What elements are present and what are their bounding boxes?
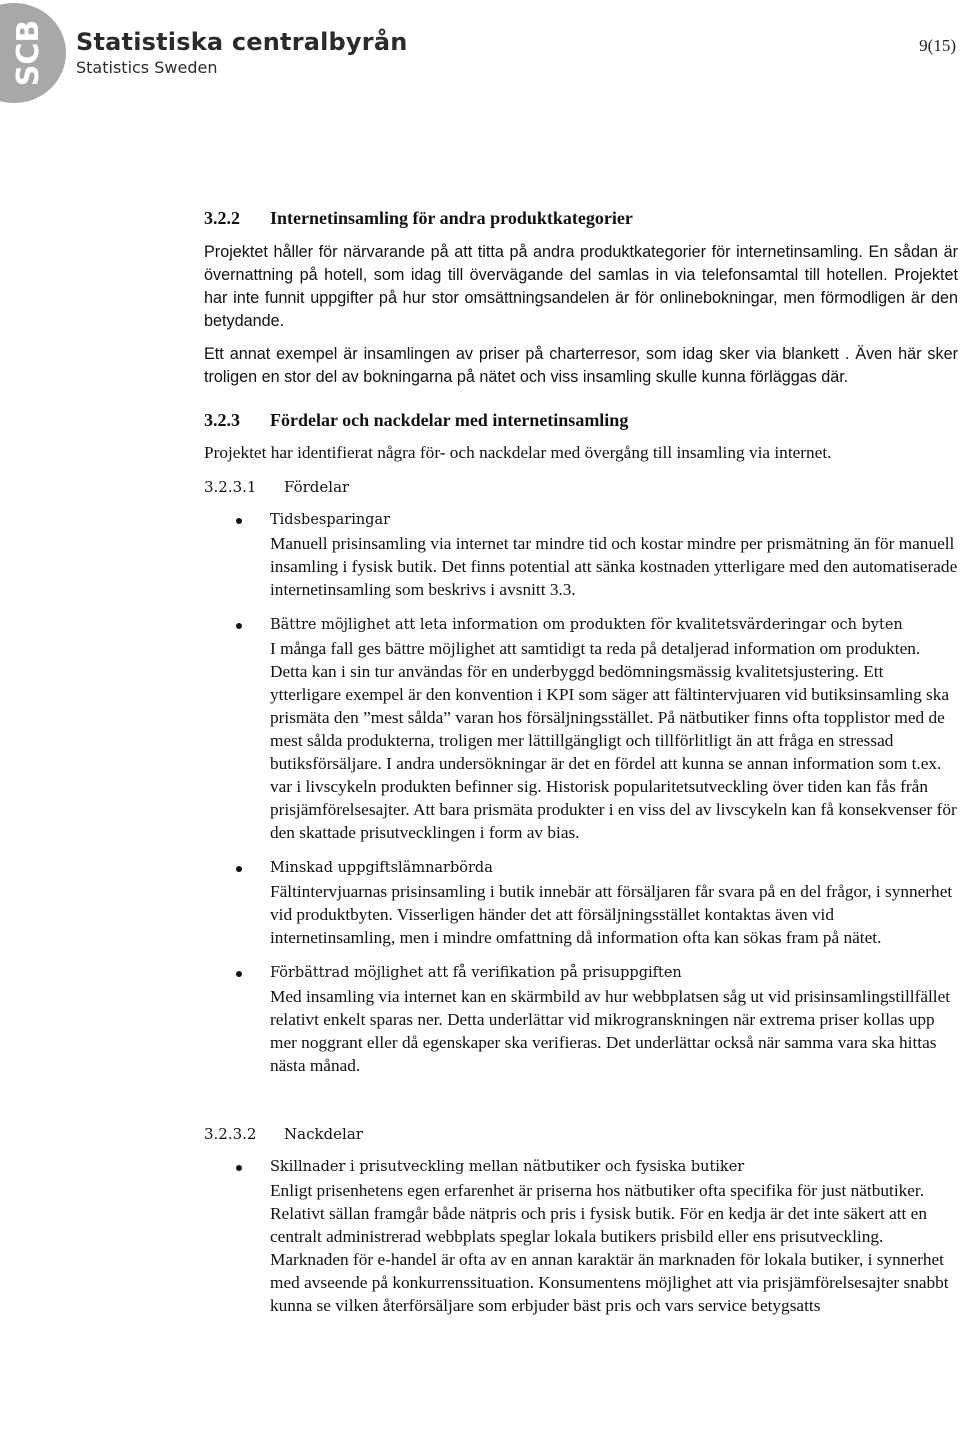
list-item [204,1156,958,1317]
org-wordmark [76,28,408,78]
paragraph: Ett annat exempel är insamlingen av priser på charterresor, som idag sker via blankett . Även här sker troligen en stor del av bokningarna på nätet och viss insamling skulle kunna förläggas där. [204,345,958,386]
subsection-title: Fördelar [284,478,350,496]
section-heading-3-2-2 [204,205,958,231]
list-item [204,614,958,844]
subsection-heading-disadvantages [204,1122,958,1146]
bullet-icon [236,971,242,977]
list-item-title: Bättre möjlighet att leta information om produkten för kvalitetsvärderingar och byten [270,617,903,633]
section-number: 3.2.3 [204,410,240,430]
subsection-heading-advantages [204,475,958,499]
page-header [0,0,960,110]
bullet-icon [236,623,242,629]
list-item-body: Manuell prisinsamling via internet tar mindre tid och kostar mindre per prismätning än för manuell insamling i fysisk butik. Det finns potential att sänka kostnaden ytterligare med den automatiserade internetinsamling som beskrivs i avsnitt 3.3. [270,534,958,599]
list-item [204,857,958,949]
bullet-icon [236,866,242,872]
subsection-number: 3.2.3.2 [204,1125,257,1143]
list-item-body: Fältintervjuarnas prisinsamling i butik innebär att försäljaren får svara på en del frågor, i synnerhet vid produktbyten. Visserligen händer det att försäljningsstället kontaktas även vid internetinsamling, men i mindre omfattning då information ofta kan sökas fram på nätet. [270,882,953,947]
list-item-title: Förbättrad möjlighet att få verifikation på prisuppgiften [270,965,682,981]
list-item-body: Enligt prisenhetens egen erfarenhet är priserna hos nätbutiker ofta specifika för just nätbutiker. Relativt sällan framgår både nätpris och pris i fysisk butik. För en kedja är det inte säkert att en centralt administrerad webbplats speglar lokala butikers prisbild eller ens prisutveckling. Marknaden för e-handel är ofta av en annan karaktär än marknaden för lokala butiker, i synnerhet med avseende på konkurrenssituation. Konsumentens möjlighet att via prisjämförelsesajter snabbt kunna se vilken återförsäljare som erbjuder bäst pris och vars service betygsatts [270,1181,949,1315]
subsection-number: 3.2.3.1 [204,478,257,496]
section-heading-3-2-3 [204,407,958,433]
org-name: Statistiska centralbyrån [76,28,408,56]
subsection-title: Nackdelar [284,1125,363,1143]
list-item-title: Minskad uppgiftslämnarbörda [270,860,493,876]
disadvantages-list [0,1156,958,1317]
list-item [204,962,958,1077]
section-number: 3.2.2 [204,208,240,228]
document-body [204,205,958,1317]
paragraph: Projektet håller för närvarande på att titta på andra produktkategorier för internetinsamling. En sådan är övernattning på hotell, som idag till övervägande del samlas in via telefonsamtal till hotellen. Projektet har inte funnit uppgifter på hur stor omsättningsandelen är för onlinebokningar, men förmodligen är den betydande. [204,243,958,330]
list-item-body: Med insamling via internet kan en skärmbild av hur webbplatsen såg ut vid prisinsamlingstillfället relativt enkelt sparas ner. Detta underlättar vid mikrogranskningen när extrema priser kollas upp mer noggrant eller då egenskaper ska verifieras. Det underlättar också när samma vara ska hittas nästa månad. [270,987,951,1075]
org-name-en: Statistics Sweden [76,58,218,77]
paragraph: Projektet har identifierat några för- och nackdelar med övergång till insamling via internet. [204,443,832,462]
scb-logo-icon [0,3,68,103]
list-item-title: Tidsbesparingar [270,512,391,528]
section-title: Internetinsamling för andra produktkategorier [270,208,633,228]
page-number: 9(15) [919,36,956,55]
svg-text:SCB: SCB [11,19,46,87]
section-title: Fördelar och nackdelar med internetinsamling [270,410,629,430]
bullet-icon [236,1165,242,1171]
list-item-title: Skillnader i prisutveckling mellan nätbutiker och fysiska butiker [270,1159,745,1175]
list-item [204,509,958,601]
advantages-list [0,509,958,1077]
bullet-icon [236,518,242,524]
list-item-body: I många fall ges bättre möjlighet att samtidigt ta reda på detaljerad information om produkten. Detta kan i sin tur användas för en underbyggd bedömningsmässig kvalitetsjustering. Ett ytterligare exempel är den konvention i KPI som säger att fältintervjuaren vid butiksinsamling ska prismäta den ”mest sålda” varan hos försäljningsstället. På nätbutiker finns ofta topplistor med de mest sålda produkterna, troligen mer lättillgängligt och tillförlitligt än att fråga en stressad butiksförsäljare. I andra undersökningar är det en fördel att kunna se annan information som t.ex. var i livscykeln produkten befinner sig. Historisk popularitetsutveckling över tiden kan fås från prisjämförelsesajter. Att bara prismäta produkter i en viss del av livscykeln kan få konsekvenser för den skattade prisutvecklingen i form av bias. [270,639,957,842]
